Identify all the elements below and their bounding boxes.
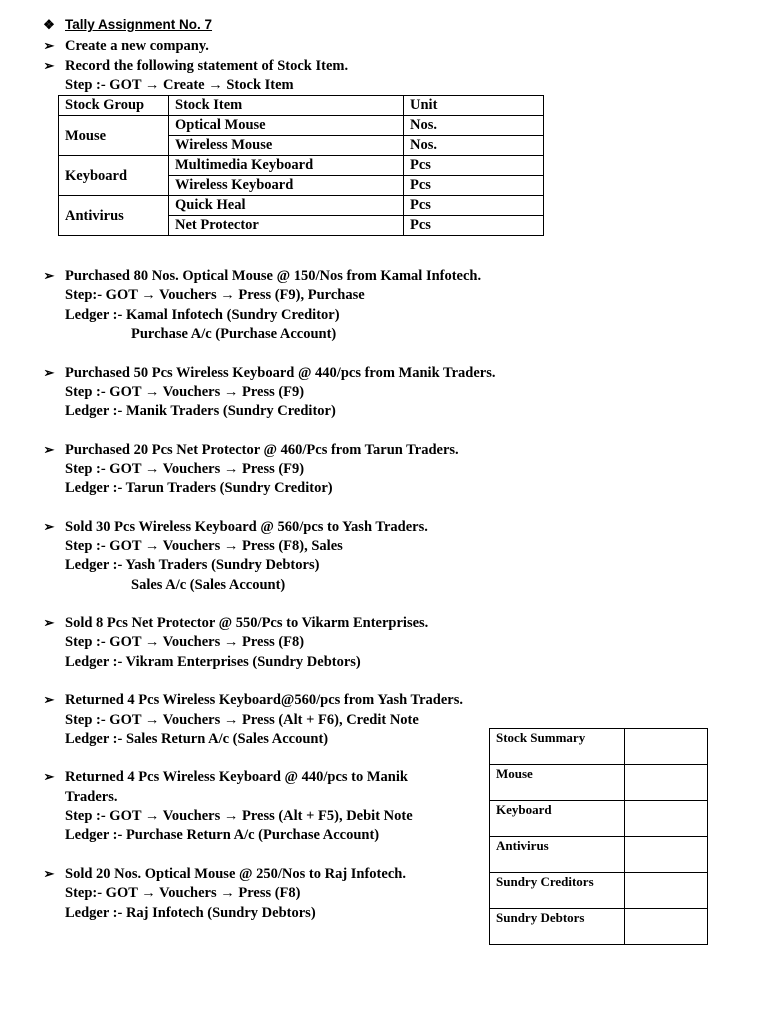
unit-cell: Nos. bbox=[404, 136, 544, 156]
summary-value-cell bbox=[625, 801, 708, 837]
header-cell: Stock Item bbox=[169, 96, 404, 116]
task-line: Purchased 50 Pcs Wireless Keyboard @ 440/pcs from Manik Traders. bbox=[65, 365, 496, 381]
summary-value-cell bbox=[625, 765, 708, 801]
task-ledger: Ledger :- Vikram Enterprises (Sundry Debtors) bbox=[65, 654, 361, 670]
summary-label-cell: Keyboard bbox=[490, 801, 625, 837]
task-step: Step:- GOT → Vouchers → Press (F9), Purchase bbox=[65, 287, 365, 303]
stock-summary-table bbox=[489, 728, 708, 945]
table-row bbox=[490, 729, 708, 765]
task-line: Purchased 20 Pcs Net Protector @ 460/Pcs from Tarun Traders. bbox=[65, 442, 459, 458]
arrow-bullet-icon: ➢ bbox=[43, 866, 55, 881]
unit-cell: Pcs bbox=[404, 156, 544, 176]
summary-value-cell bbox=[625, 873, 708, 909]
task-line: Sold 20 Nos. Optical Mouse @ 250/Nos to Raj Infotech. bbox=[65, 866, 406, 882]
arrow-bullet-icon: ➢ bbox=[43, 615, 55, 630]
task-line: Purchased 80 Nos. Optical Mouse @ 150/Nos from Kamal Infotech. bbox=[65, 268, 482, 284]
unit-cell: Nos. bbox=[404, 116, 544, 136]
summary-value-cell bbox=[625, 837, 708, 873]
table-row bbox=[490, 765, 708, 801]
table-row bbox=[490, 873, 708, 909]
task-ledger-extra: Purchase A/c (Purchase Account) bbox=[131, 326, 337, 342]
table-row bbox=[490, 801, 708, 837]
stock-item-cell: Net Protector bbox=[169, 216, 404, 236]
task-step: Step :- GOT → Vouchers → Press (F8) bbox=[65, 634, 305, 650]
task-line: Sold 8 Pcs Net Protector @ 550/Pcs to Vikarm Enterprises. bbox=[65, 615, 429, 631]
task-ledger: Ledger :- Yash Traders (Sundry Debtors) bbox=[65, 557, 320, 573]
arrow-bullet-icon: ➢ bbox=[43, 38, 55, 53]
task-ledger-extra: Sales A/c (Sales Account) bbox=[131, 577, 286, 593]
title-bullet-icon: ❖ bbox=[43, 17, 55, 32]
intro-line: Record the following statement of Stock Item. bbox=[65, 58, 349, 74]
task-ledger: Ledger :- Manik Traders (Sundry Creditor) bbox=[65, 403, 336, 419]
stock-item-cell: Wireless Mouse bbox=[169, 136, 404, 156]
intro-line: Create a new company. bbox=[65, 38, 209, 54]
task-step: Step :- GOT → Vouchers → Press (Alt + F6), Credit Note bbox=[65, 712, 419, 728]
task-step: Step :- GOT → Vouchers → Press (F9) bbox=[65, 461, 305, 477]
table-header-row bbox=[59, 96, 544, 116]
summary-label-cell: Antivirus bbox=[490, 837, 625, 873]
arrow-bullet-icon: ➢ bbox=[43, 519, 55, 534]
stock-item-cell: Multimedia Keyboard bbox=[169, 156, 404, 176]
arrow-bullet-icon: ➢ bbox=[43, 769, 55, 784]
arrow-bullet-icon: ➢ bbox=[43, 442, 55, 457]
stock-item-table bbox=[58, 95, 544, 236]
header-cell: Unit bbox=[404, 96, 544, 116]
summary-label-cell: Mouse bbox=[490, 765, 625, 801]
task-ledger: Ledger :- Sales Return A/c (Sales Account) bbox=[65, 731, 329, 747]
task-line: Sold 30 Pcs Wireless Keyboard @ 560/pcs to Yash Traders. bbox=[65, 519, 428, 535]
summary-label-cell: Sundry Creditors bbox=[490, 873, 625, 909]
task-ledger: Ledger :- Raj Infotech (Sundry Debtors) bbox=[65, 905, 316, 921]
intro-step: Step :- GOT → Create → Stock Item bbox=[65, 77, 294, 93]
table-row bbox=[59, 116, 544, 136]
summary-value-cell bbox=[625, 729, 708, 765]
summary-value-cell bbox=[625, 909, 708, 945]
unit-cell: Pcs bbox=[404, 196, 544, 216]
task-step: Step:- GOT → Vouchers → Press (F8) bbox=[65, 885, 301, 901]
task-line-cont: Traders. bbox=[65, 789, 118, 805]
arrow-bullet-icon: ➢ bbox=[43, 268, 55, 283]
stock-group-cell: Mouse bbox=[59, 116, 169, 156]
table-row bbox=[490, 909, 708, 945]
table-row bbox=[490, 837, 708, 873]
table-row bbox=[59, 156, 544, 176]
summary-label-cell: Sundry Debtors bbox=[490, 909, 625, 945]
task-ledger: Ledger :- Kamal Infotech (Sundry Creditor) bbox=[65, 307, 340, 323]
stock-item-cell: Quick Heal bbox=[169, 196, 404, 216]
arrow-bullet-icon: ➢ bbox=[43, 365, 55, 380]
task-step: Step :- GOT → Vouchers → Press (Alt + F5), Debit Note bbox=[65, 808, 413, 824]
stock-item-cell: Optical Mouse bbox=[169, 116, 404, 136]
unit-cell: Pcs bbox=[404, 176, 544, 196]
arrow-bullet-icon: ➢ bbox=[43, 58, 55, 73]
task-step: Step :- GOT → Vouchers → Press (F9) bbox=[65, 384, 305, 400]
task-ledger: Ledger :- Purchase Return A/c (Purchase Account) bbox=[65, 827, 380, 843]
header-cell: Stock Group bbox=[59, 96, 169, 116]
stock-group-cell: Keyboard bbox=[59, 156, 169, 196]
page-title: Tally Assignment No. 7 bbox=[65, 17, 213, 32]
unit-cell: Pcs bbox=[404, 216, 544, 236]
task-line: Returned 4 Pcs Wireless Keyboard@560/pcs from Yash Traders. bbox=[65, 692, 463, 708]
task-ledger: Ledger :- Tarun Traders (Sundry Creditor) bbox=[65, 480, 333, 496]
summary-label-cell: Stock Summary bbox=[490, 729, 625, 765]
task-step: Step :- GOT → Vouchers → Press (F8), Sales bbox=[65, 538, 343, 554]
table-row bbox=[59, 196, 544, 216]
stock-group-cell: Antivirus bbox=[59, 196, 169, 236]
stock-item-cell: Wireless Keyboard bbox=[169, 176, 404, 196]
arrow-bullet-icon: ➢ bbox=[43, 692, 55, 707]
task-line: Returned 4 Pcs Wireless Keyboard @ 440/pcs to Manik bbox=[65, 769, 408, 785]
